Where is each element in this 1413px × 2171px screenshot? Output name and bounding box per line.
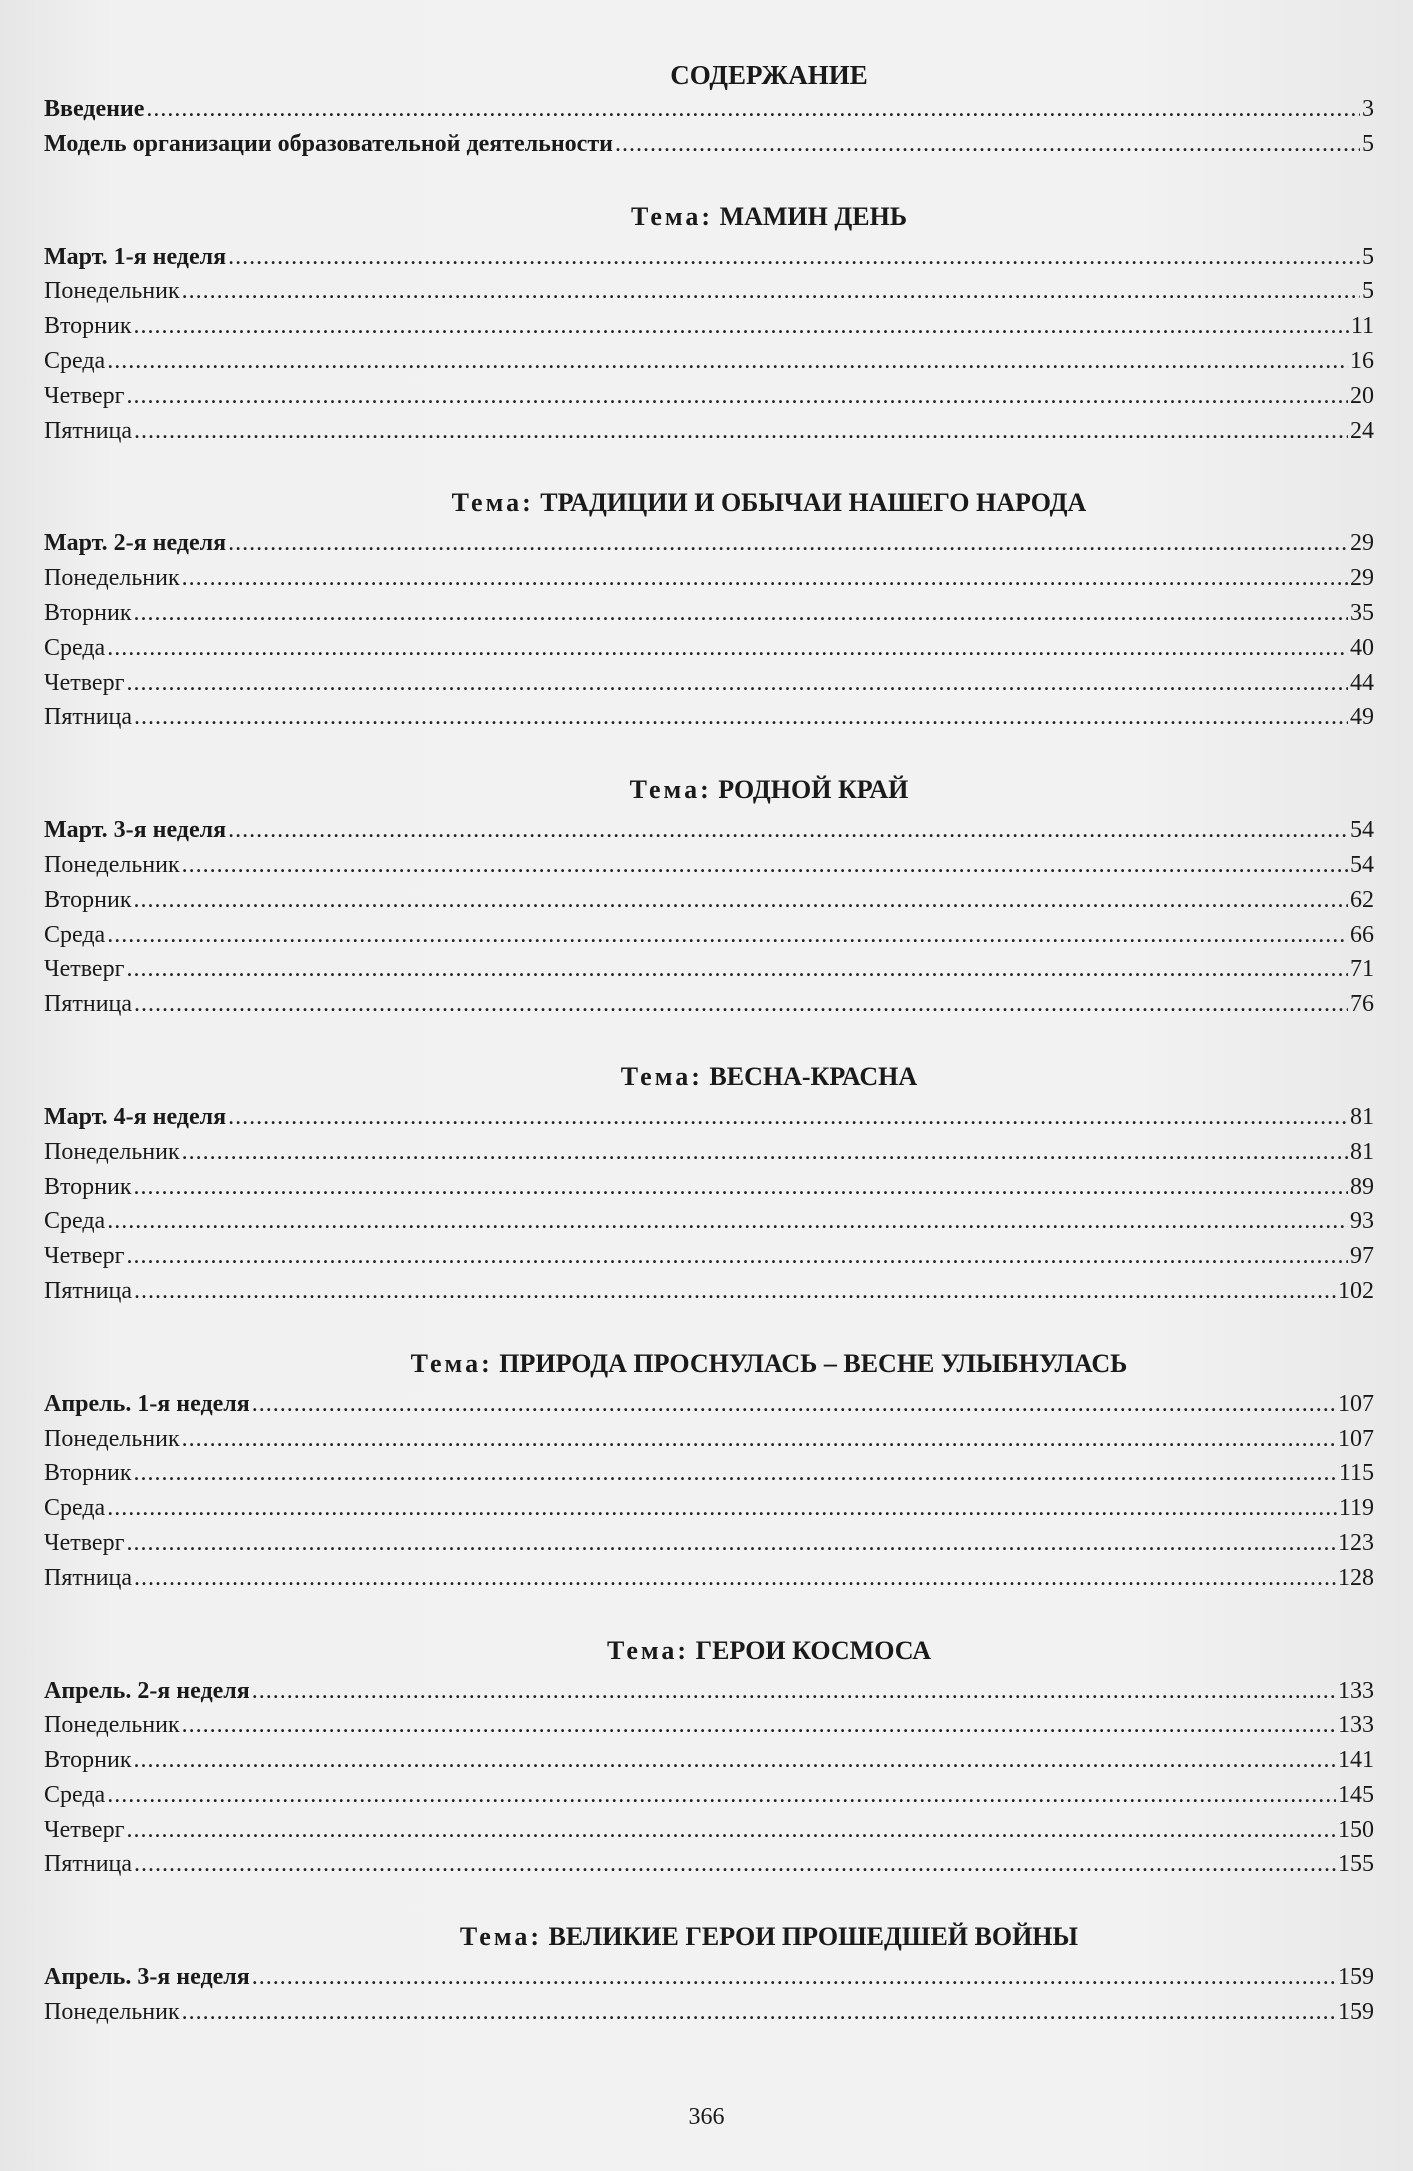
section-prefix: Тема: (606, 1635, 690, 1665)
toc-day-entry[interactable] (44, 1995, 1374, 2030)
entry-label: Четверг (44, 1816, 125, 1843)
dot-leader (182, 1708, 1336, 1743)
dot-leader (182, 848, 1348, 883)
toc-day-entry[interactable] (44, 1135, 1374, 1170)
entry-label: Четверг (44, 669, 125, 696)
entry-page-number: 81 (1350, 1103, 1374, 1130)
toc-day-entry[interactable] (44, 1847, 1374, 1882)
dot-leader (182, 1135, 1348, 1170)
dot-leader (615, 127, 1360, 162)
entry-page-number: 93 (1350, 1208, 1374, 1235)
entry-label: Понедельник (44, 1999, 180, 2026)
entry-label: Среда (44, 921, 106, 948)
toc-day-entry[interactable] (44, 952, 1374, 987)
section-prefix: Тема: (629, 775, 712, 805)
toc-day-entry[interactable] (44, 1239, 1374, 1274)
dot-leader (126, 666, 1348, 701)
entry-label: Четверг (44, 382, 125, 409)
entry-label: Март. 3-я неделя (44, 817, 227, 844)
entry-label: Вторник (44, 1460, 132, 1487)
entry-page-number: 29 (1350, 530, 1374, 557)
dot-leader (182, 1995, 1336, 2030)
toc-day-entry[interactable] (44, 274, 1374, 309)
dot-leader (228, 813, 1348, 848)
entry-page-number: 44 (1350, 669, 1374, 696)
dot-leader (134, 414, 1348, 449)
dot-leader (134, 1743, 1336, 1778)
section-prefix: Тема: (630, 201, 714, 231)
section-title (164, 486, 1374, 520)
dot-leader (107, 1491, 1337, 1526)
section-prefix: Тема: (410, 1348, 493, 1378)
toc-day-entry[interactable] (44, 666, 1374, 701)
dot-leader (107, 1778, 1336, 1813)
entry-label: Среда (44, 634, 106, 661)
section-prefix: Тема: (459, 1922, 543, 1952)
entry-page-number: 107 (1338, 1425, 1374, 1452)
page-number: 366 (688, 2104, 725, 2130)
dot-leader (107, 631, 1348, 666)
toc-day-entry[interactable] (44, 918, 1374, 953)
toc-week-entry[interactable] (44, 1674, 1374, 1709)
entry-label: Среда (44, 1781, 106, 1808)
section-name: ВЕСНА-КРАСНА (709, 1061, 918, 1091)
toc-week-entry[interactable] (44, 1960, 1374, 1995)
entry-page-number: 76 (1350, 991, 1374, 1018)
section-title (164, 200, 1374, 234)
dot-leader (182, 274, 1360, 309)
entry-label: Понедельник (44, 1425, 180, 1452)
toc-section (44, 1347, 1374, 1596)
entry-label: Вторник (44, 313, 132, 340)
entry-page-number: 49 (1350, 704, 1374, 731)
section-title (164, 1920, 1374, 1954)
entry-page-number: 24 (1350, 417, 1374, 444)
entry-page-number: 81 (1350, 1138, 1374, 1165)
toc-week-entry[interactable] (44, 240, 1374, 275)
dot-leader (228, 1100, 1348, 1135)
entry-page-number: 133 (1338, 1677, 1374, 1704)
entry-label: Пятница (44, 991, 133, 1018)
entry-label: Среда (44, 1495, 106, 1522)
section-title (164, 1347, 1374, 1381)
toc-day-entry[interactable] (44, 883, 1374, 918)
dot-leader (182, 561, 1348, 596)
entry-page-number: 54 (1350, 817, 1374, 844)
toc-day-entry[interactable] (44, 1526, 1374, 1561)
section-title (164, 773, 1374, 807)
entry-label: Пятница (44, 1277, 133, 1304)
entry-page-number: 11 (1350, 313, 1374, 340)
section-name: ТРАДИЦИИ И ОБЫЧАИ НАШЕГО НАРОДА (540, 488, 1087, 518)
toc-day-entry[interactable] (44, 309, 1374, 344)
toc-day-entry[interactable] (44, 848, 1374, 883)
entry-page-number: 20 (1350, 382, 1374, 409)
dot-leader (107, 1204, 1348, 1239)
entry-page-number: 159 (1338, 1999, 1374, 2026)
dot-leader (228, 240, 1360, 275)
toc-section (44, 1920, 1374, 2030)
entry-label: Пятница (44, 704, 133, 731)
entry-page-number: 115 (1338, 1460, 1374, 1487)
entry-label: Вторник (44, 599, 132, 626)
section-name: ПРИРОДА ПРОСНУЛАСЬ – ВЕСНЕ УЛЫБНУЛАСЬ (499, 1348, 1128, 1378)
entry-page-number: 133 (1338, 1712, 1374, 1739)
toc-day-entry[interactable] (44, 344, 1374, 379)
dot-leader (134, 1561, 1336, 1596)
dot-leader (252, 1387, 1336, 1422)
toc-day-entry[interactable] (44, 700, 1374, 735)
entry-page-number: 128 (1338, 1564, 1374, 1591)
toc-day-entry[interactable] (44, 596, 1374, 631)
toc-week-entry[interactable] (44, 127, 1374, 162)
section-prefix: Тема: (620, 1061, 703, 1091)
dot-leader (134, 1847, 1336, 1882)
entry-page-number: 102 (1338, 1277, 1374, 1304)
entry-label: Март. 4-я неделя (44, 1103, 227, 1130)
toc-section (44, 773, 1374, 1022)
sections (44, 200, 1374, 2030)
toc-day-entry[interactable] (44, 1456, 1374, 1491)
toc-section (44, 1060, 1374, 1309)
entry-label: Четверг (44, 1243, 125, 1270)
toc-section (44, 486, 1374, 735)
entry-label: Четверг (44, 1529, 125, 1556)
entry-page-number: 155 (1338, 1851, 1374, 1878)
dot-leader (126, 1526, 1336, 1561)
dot-leader (146, 92, 1360, 127)
dot-leader (107, 918, 1348, 953)
dot-leader (134, 883, 1348, 918)
intro-entries (44, 92, 1374, 162)
entry-label: Март. 2-я неделя (44, 530, 227, 557)
toc-day-entry[interactable] (44, 1491, 1374, 1526)
entry-label: Понедельник (44, 278, 180, 305)
entry-label: Вторник (44, 1173, 132, 1200)
toc-day-entry[interactable] (44, 414, 1374, 449)
entry-page-number: 16 (1350, 347, 1374, 374)
toc-day-entry[interactable] (44, 1204, 1374, 1239)
entry-page-number: 66 (1350, 921, 1374, 948)
section-prefix: Тема: (451, 488, 534, 518)
toc-day-entry[interactable] (44, 987, 1374, 1022)
entry-label: Четверг (44, 956, 125, 983)
entry-page-number: 62 (1350, 886, 1374, 913)
section-name: МАМИН ДЕНЬ (719, 201, 908, 231)
toc-section (44, 1634, 1374, 1883)
dot-leader (228, 526, 1348, 561)
entry-page-number: 97 (1350, 1243, 1374, 1270)
toc-day-entry[interactable] (44, 1743, 1374, 1778)
dot-leader (134, 1274, 1336, 1309)
entry-page-number: 123 (1338, 1529, 1374, 1556)
dot-leader (107, 344, 1348, 379)
table-of-contents (44, 58, 1374, 2030)
entry-label: Среда (44, 1208, 106, 1235)
entry-page-number: 54 (1350, 851, 1374, 878)
toc-day-entry[interactable] (44, 1813, 1374, 1848)
entry-label: Введение (44, 96, 145, 122)
entry-label: Вторник (44, 1747, 132, 1774)
entry-page-number: 71 (1350, 956, 1374, 983)
entry-label: Модель организации образовательной деятельности (44, 130, 613, 157)
entry-page-number: 35 (1350, 599, 1374, 626)
toc-day-entry[interactable] (44, 561, 1374, 596)
entry-label: Апрель. 2-я неделя (44, 1677, 250, 1704)
entry-page-number: 141 (1338, 1747, 1374, 1774)
dot-leader (126, 952, 1348, 987)
entry-label: Пятница (44, 417, 133, 444)
dot-leader (134, 1456, 1337, 1491)
entry-label: Апрель. 3-я неделя (44, 1964, 250, 1991)
entry-label: Понедельник (44, 565, 180, 592)
dot-leader (182, 1422, 1336, 1457)
entry-page-number: 5 (1362, 130, 1374, 157)
entry-page-number: 5 (1362, 243, 1374, 270)
dot-leader (126, 1813, 1336, 1848)
dot-leader (134, 596, 1348, 631)
entry-page-number: 5 (1362, 278, 1374, 305)
toc-day-entry[interactable] (44, 1422, 1374, 1457)
entry-page-number: 89 (1350, 1173, 1374, 1200)
dot-leader (134, 1170, 1348, 1205)
section-name: ГЕРОИ КОСМОСА (695, 1635, 931, 1665)
entry-page-number: 29 (1350, 565, 1374, 592)
entry-label: Понедельник (44, 1138, 180, 1165)
dot-leader (126, 379, 1348, 414)
entry-page-number: 119 (1338, 1495, 1374, 1522)
toc-day-entry[interactable] (44, 631, 1374, 666)
entry-label: Вторник (44, 886, 132, 913)
toc-day-entry[interactable] (44, 1274, 1374, 1309)
dot-leader (134, 987, 1348, 1022)
dot-leader (134, 700, 1348, 735)
entry-page-number: 40 (1350, 634, 1374, 661)
dot-leader (126, 1239, 1348, 1274)
toc-day-entry[interactable] (44, 379, 1374, 414)
entry-label: Пятница (44, 1851, 133, 1878)
toc-week-entry[interactable] (44, 1100, 1374, 1135)
section-name: ВЕЛИКИЕ ГЕРОИ ПРОШЕДШЕЙ ВОЙНЫ (548, 1922, 1079, 1952)
toc-day-entry[interactable] (44, 1778, 1374, 1813)
dot-leader (252, 1674, 1336, 1709)
entry-page-number: 145 (1338, 1781, 1374, 1808)
entry-label: Апрель. 1-я неделя (44, 1390, 250, 1417)
section-name: РОДНОЙ КРАЙ (718, 775, 909, 805)
entry-page-number: 107 (1338, 1390, 1374, 1417)
section-title (164, 1634, 1374, 1668)
entry-page-number: 150 (1338, 1816, 1374, 1843)
dot-leader (134, 309, 1349, 344)
toc-section (44, 200, 1374, 449)
dot-leader (252, 1960, 1336, 1995)
toc-week-entry[interactable] (44, 526, 1374, 561)
entry-label: Понедельник (44, 1712, 180, 1739)
entry-label: Март. 1-я неделя (44, 243, 227, 270)
toc-day-entry[interactable] (44, 1708, 1374, 1743)
toc-day-entry[interactable] (44, 1561, 1374, 1596)
section-title (164, 1060, 1374, 1094)
entry-label: Пятница (44, 1564, 133, 1591)
toc-day-entry[interactable] (44, 1170, 1374, 1205)
toc-week-entry[interactable] (44, 1387, 1374, 1422)
entry-page-number: 3 (1362, 96, 1374, 122)
entry-label: Понедельник (44, 851, 180, 878)
entry-label: Среда (44, 347, 106, 374)
toc-week-entry[interactable] (44, 813, 1374, 848)
toc-week-entry[interactable] (44, 92, 1374, 127)
entry-page-number: 159 (1338, 1964, 1374, 1991)
page-title: СОДЕРЖАНИЕ (670, 60, 868, 90)
